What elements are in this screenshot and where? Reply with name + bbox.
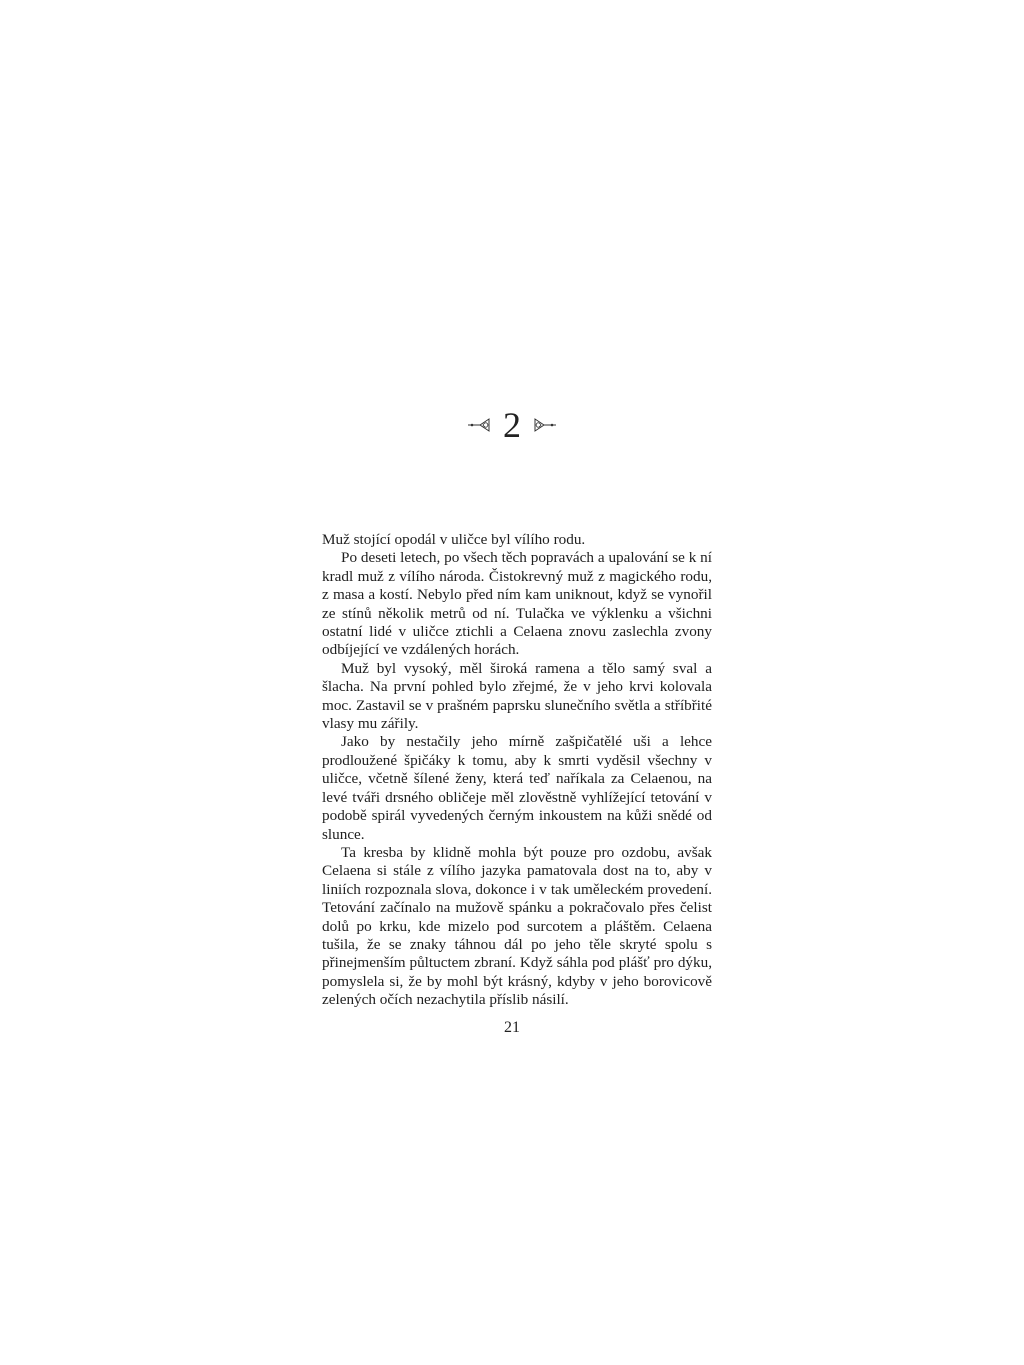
- paragraph: Muž stojící opodál v uličce byl vílího rodu.: [322, 531, 586, 548]
- right-flourish-icon: [531, 417, 557, 433]
- paragraph: Po deseti letech, po všech těch popravách a upalování se k ní kradl muž z vílího národa. Čistokrevný muž z magického rodu, z masa a kostí. Nebylo před ním kam uniknout, když se vynořil ze stínů několik metrů od ní. Tulačka ve výklenku a všichni ostatní lidé v uličce ztichli a Celaena znovu zaslechla zvony odbíjející ve vzdálených horách.: [322, 549, 712, 659]
- page-number: 21: [504, 1019, 520, 1036]
- chapter-body: [322, 531, 712, 1010]
- paragraph: Ta kresba by klidně mohla být pouze pro ozdobu, avšak Celaena si stále z vílího jazyka pamatovala dost na to, aby v liniích rozpoznala slova, dokonce i v tak uměleckém provedení. Tetování začínalo na mužově spánku a pokračovalo přes čelist dolů po krku, kde mizelo pod surcotem a pláštěm. Celaena tušila, že se znaky táhnou dál po jeho těle skryté spolu s přinejmenším půltuctem zbraní. Když sáhla pod plášť pro dýku, pomyslela si, že by mohl být krásný, kdyby v jeho borovicově zelených očích nezachytila příslib násilí.: [322, 843, 712, 1009]
- paragraph: Muž byl vysoký, měl široká ramena a tělo samý sval a šlacha. Na první pohled bylo zřejmé, že v jeho krvi kolovala moc. Zastavil se v prašném paprsku slunečního světla a stříbřité vlasy mu zářily.: [322, 659, 712, 733]
- left-flourish-icon: [467, 417, 493, 433]
- chapter-heading: [0, 400, 1024, 450]
- chapter-number: 2: [503, 405, 521, 445]
- paragraph: Jako by nestačily jeho mírně zašpičatělé uši a lehce prodloužené špičáky k tomu, aby k smrti vyděsil všechny v uličce, včetně šílené ženy, která teď naříkala za Celaenou, na levé tváři drsného obličeje měl zlověstně vyhlížející tetování v podobě spirál vyvedených černým inkoustem na kůži snědé od slunce.: [322, 733, 712, 843]
